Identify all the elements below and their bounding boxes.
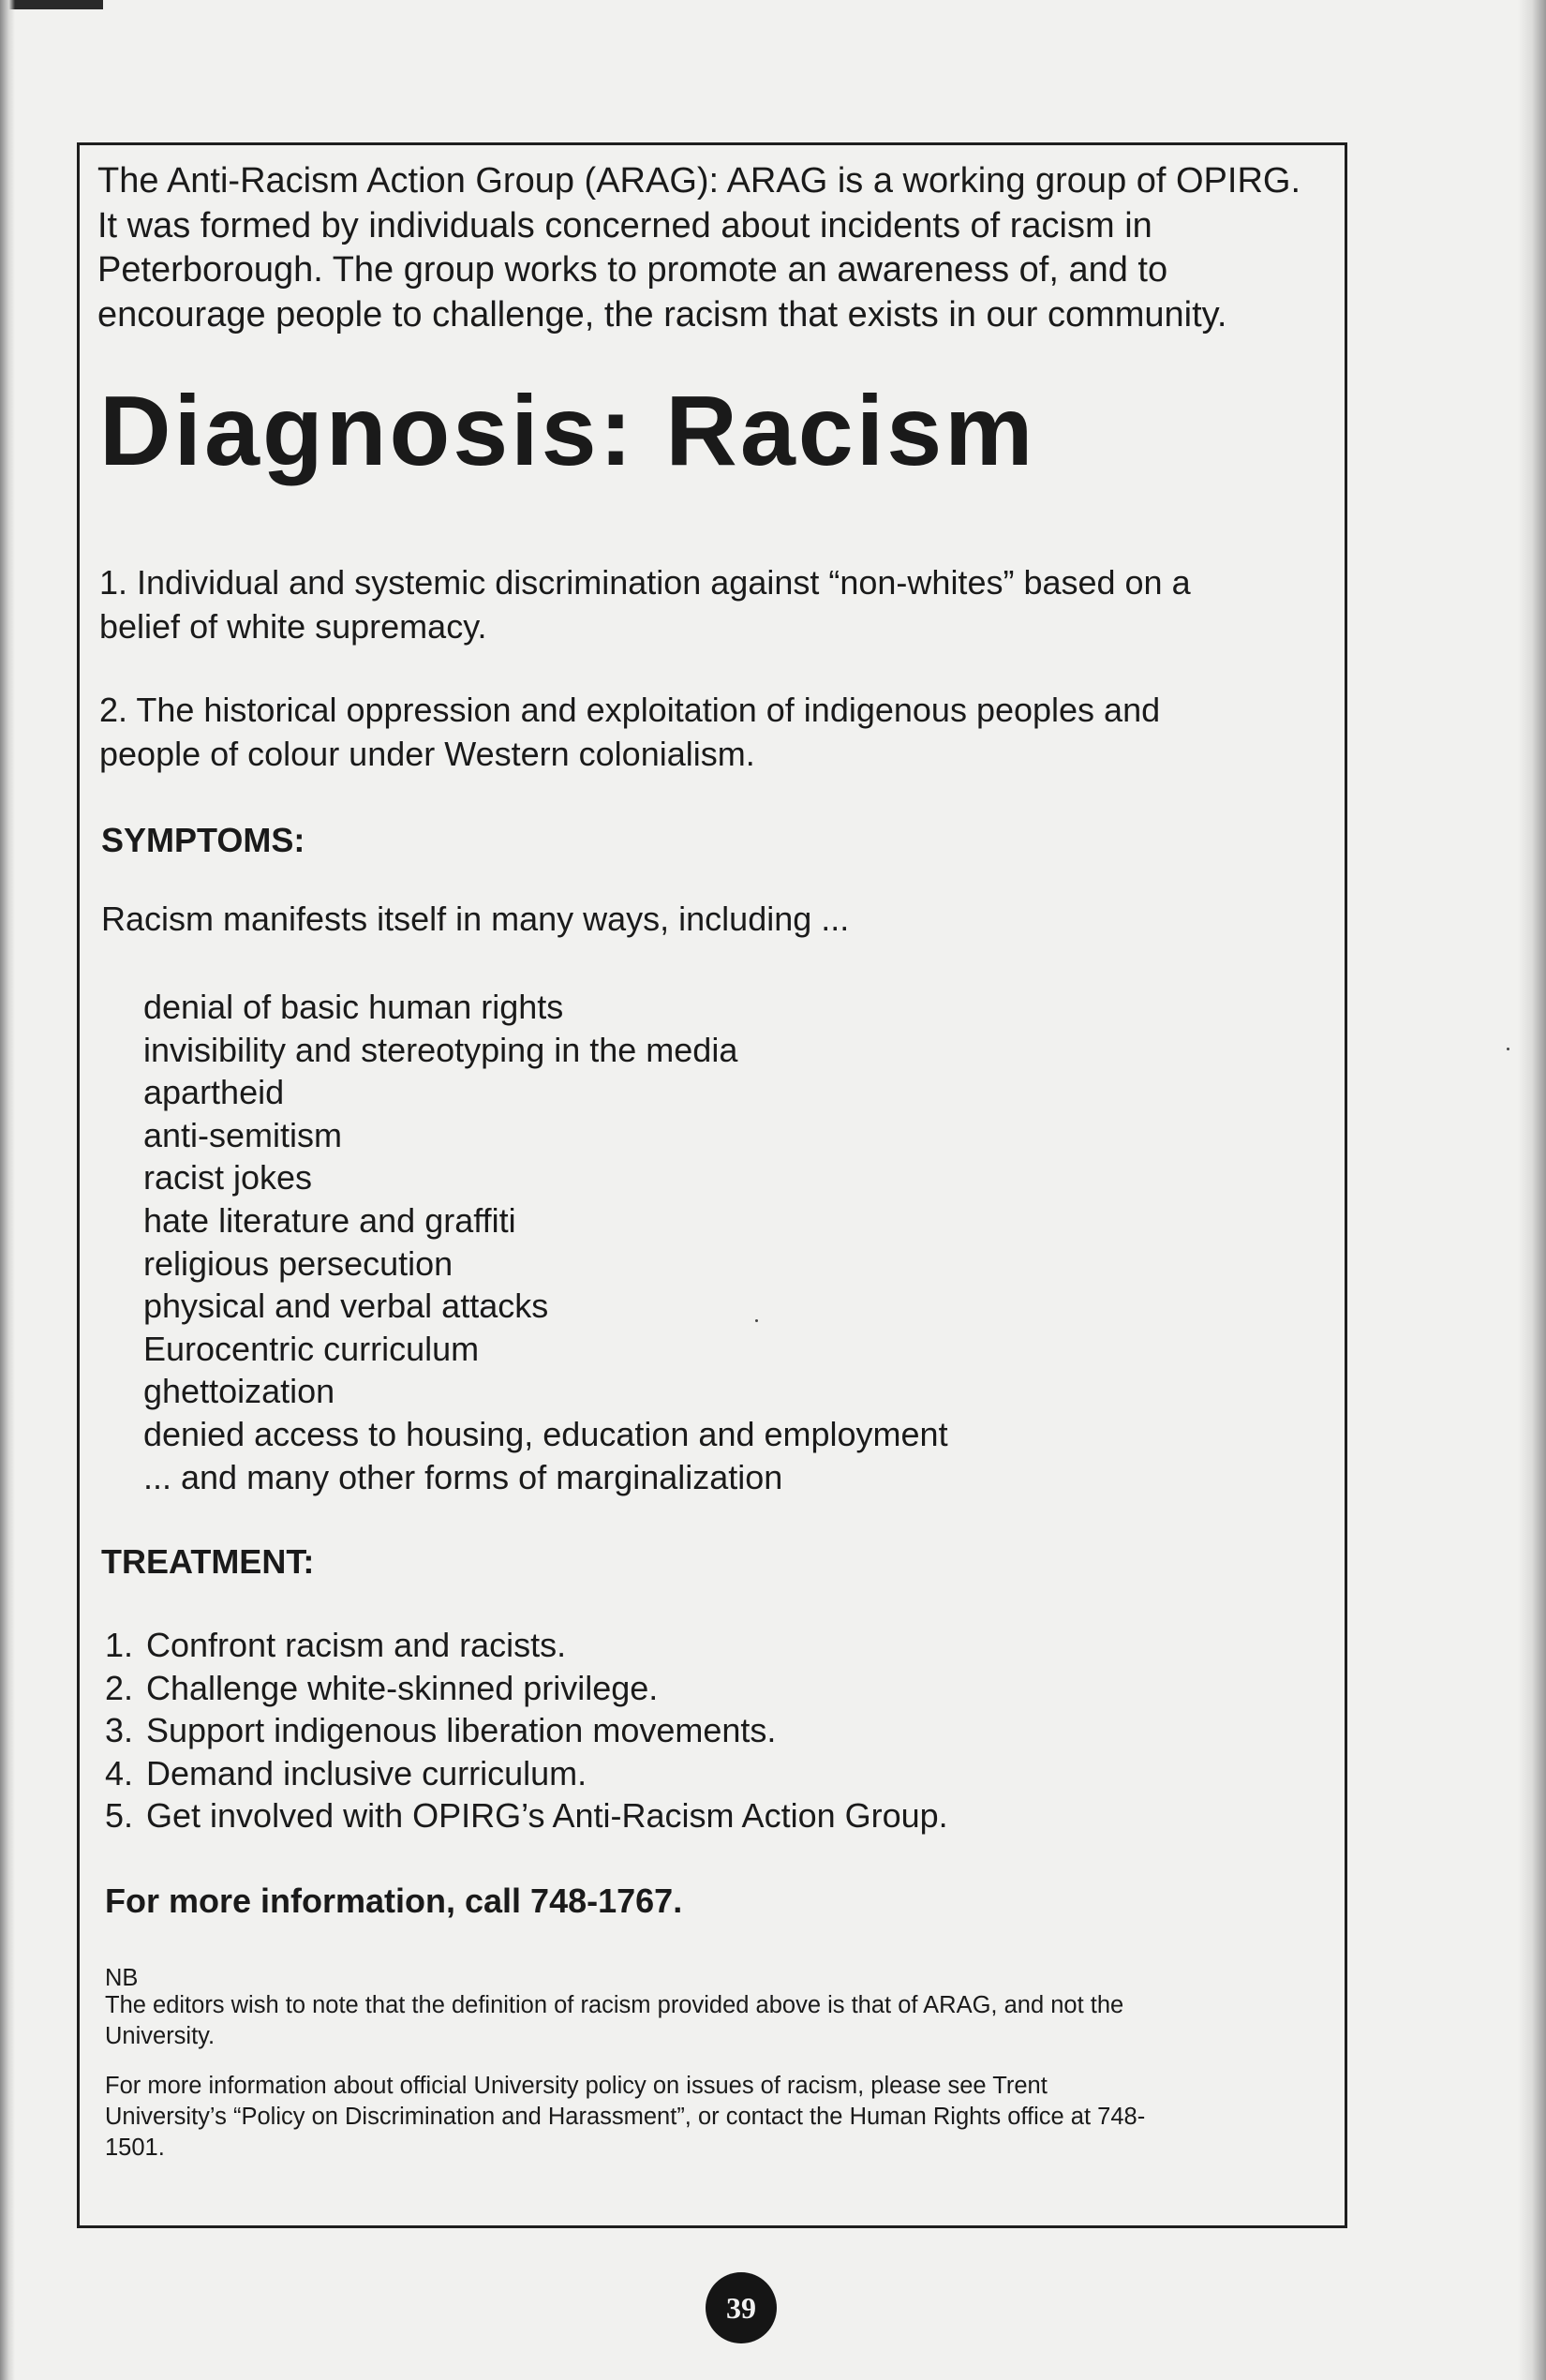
note-line: For more information about official University policy on issues of racism, please see Trent <box>105 2073 1048 2099</box>
scan-speck <box>1507 1048 1509 1050</box>
symptom-item: Eurocentric curriculum <box>143 1329 480 1368</box>
note-line: 1501. <box>105 2135 165 2161</box>
treatment-number: 1. <box>105 1626 134 1664</box>
symptom-list <box>143 986 948 1498</box>
note-line: University. <box>105 2023 216 2049</box>
editors-note <box>105 1990 1123 2052</box>
symptom-item: ... and many other forms of marginalization <box>143 1457 783 1496</box>
definition-line: belief of white supremacy. <box>99 607 487 646</box>
treatment-item <box>105 1752 948 1795</box>
intro-line: The Anti-Racism Action Group (ARAG): ARAG is a working group of OPIRG. <box>97 161 1301 201</box>
treatment-item <box>105 1624 948 1667</box>
symptom-item: racist jokes <box>143 1158 313 1197</box>
symptom-item: anti-semitism <box>143 1115 343 1154</box>
treatment-text: Support indigenous liberation movements. <box>146 1711 777 1749</box>
intro-line: It was formed by individuals concerned about incidents of racism in <box>97 205 1152 245</box>
scan-edge-top <box>0 0 103 9</box>
definition-line: 2. The historical oppression and exploitation of indigenous peoples and <box>99 691 1161 729</box>
note-line: The editors wish to note that the definition of racism provided above is that of ARAG, and not the <box>105 1992 1124 2018</box>
treatment-number: 5. <box>105 1796 134 1835</box>
policy-note <box>105 2071 1145 2164</box>
treatment-text: Challenge white-skinned privilege. <box>146 1668 659 1707</box>
treatment-text: Get involved with OPIRG’s Anti-Racism Action Group. <box>146 1796 948 1835</box>
treatment-number: 3. <box>105 1711 134 1749</box>
scan-edge-left <box>0 0 15 2380</box>
intro-paragraph <box>97 159 1334 337</box>
definition-1 <box>99 560 1191 648</box>
symptom-item: denied access to housing, education and employment <box>143 1414 948 1453</box>
treatment-text: Confront racism and racists. <box>146 1626 567 1664</box>
treatment-text: Demand inclusive curriculum. <box>146 1753 587 1792</box>
treatment-number: 4. <box>105 1753 134 1792</box>
definition-line: people of colour under Western colonialism. <box>99 735 755 773</box>
treatment-item <box>105 1709 948 1752</box>
symptoms-intro: Racism manifests itself in many ways, including ... <box>101 900 850 938</box>
nb-label: NB <box>105 1965 139 1991</box>
symptom-item: religious persecution <box>143 1243 453 1283</box>
symptom-item: apartheid <box>143 1073 285 1112</box>
scan-edge-right <box>1518 0 1546 2380</box>
symptom-item: invisibility and stereotyping in the media <box>143 1030 738 1069</box>
treatment-number: 2. <box>105 1668 134 1707</box>
definition-2 <box>99 688 1160 776</box>
note-line: University’s “Policy on Discrimination and Harassment”, or contact the Human Rights office at 748- <box>105 2104 1146 2130</box>
page-number-badge: 39 <box>706 2272 777 2343</box>
intro-line: Peterborough. The group works to promote an awareness of, and to <box>97 250 1168 290</box>
contact-line: For more information, call 748-1767. <box>105 1882 683 1920</box>
definition-line: 1. Individual and systemic discrimination against “non-whites” based on a <box>99 563 1191 602</box>
treatment-item <box>105 1794 948 1837</box>
symptoms-heading: SYMPTOMS: <box>101 821 305 859</box>
symptom-item: hate literature and graffiti <box>143 1200 516 1240</box>
symptom-item: physical and verbal attacks <box>143 1287 549 1326</box>
intro-line: encourage people to challenge, the racism that exists in our community. <box>97 294 1227 335</box>
symptom-item: ghettoization <box>143 1372 335 1411</box>
symptom-item: denial of basic human rights <box>143 988 564 1026</box>
treatment-heading: TREATMENT: <box>101 1542 315 1581</box>
treatment-list <box>105 1624 948 1837</box>
scan-speck <box>755 1319 758 1322</box>
page-title: Diagnosis: Racism <box>99 376 1036 486</box>
treatment-item <box>105 1667 948 1710</box>
